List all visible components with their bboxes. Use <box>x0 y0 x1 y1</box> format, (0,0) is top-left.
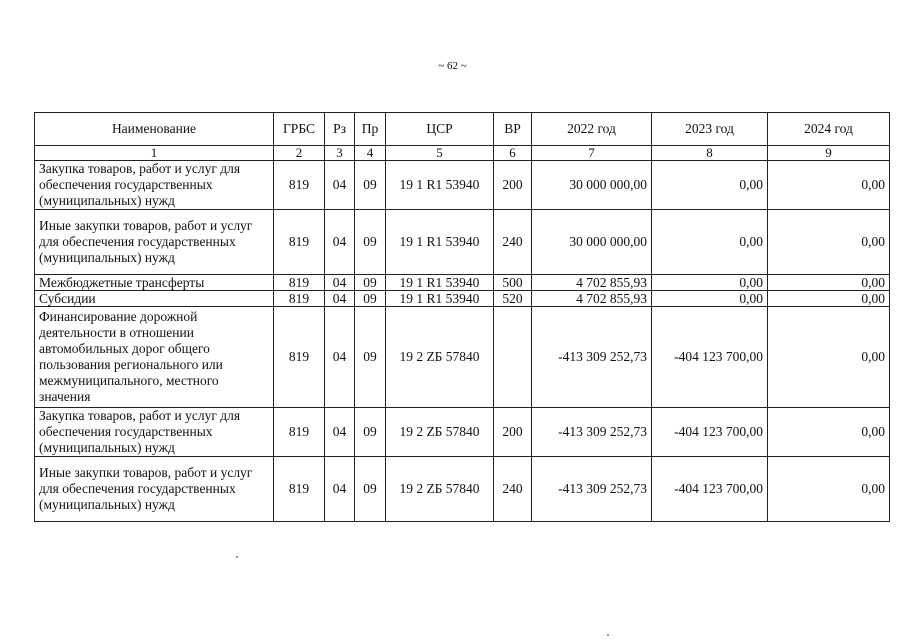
row-2024: 0,00 <box>768 457 890 522</box>
row-vr: 520 <box>494 291 532 307</box>
column-number: 3 <box>325 146 355 161</box>
row-2023: -404 123 700,00 <box>652 307 768 408</box>
column-header: 2024 год <box>768 113 890 146</box>
row-2022: 30 000 000,00 <box>532 210 652 275</box>
row-name: Закупка товаров, работ и услуг для обеспечения государственных (муниципальных) нужд <box>35 161 274 210</box>
column-number: 5 <box>386 146 494 161</box>
column-number: 9 <box>768 146 890 161</box>
row-rz: 04 <box>325 457 355 522</box>
column-number: 8 <box>652 146 768 161</box>
row-csr: 19 2 ZБ 57840 <box>386 307 494 408</box>
scan-speck <box>607 634 609 636</box>
row-pr: 09 <box>355 161 386 210</box>
page-number: ~ 62 ~ <box>438 60 467 72</box>
row-pr: 09 <box>355 457 386 522</box>
column-number: 6 <box>494 146 532 161</box>
row-rz: 04 <box>325 307 355 408</box>
column-header: 2022 год <box>532 113 652 146</box>
row-csr: 19 1 R1 53940 <box>386 161 494 210</box>
row-vr: 240 <box>494 457 532 522</box>
row-pr: 09 <box>355 291 386 307</box>
row-2024: 0,00 <box>768 210 890 275</box>
row-csr: 19 1 R1 53940 <box>386 275 494 291</box>
row-2023: 0,00 <box>652 161 768 210</box>
column-header: 2023 год <box>652 113 768 146</box>
table-row <box>35 307 890 408</box>
table-row <box>35 161 890 210</box>
row-2023: -404 123 700,00 <box>652 408 768 457</box>
row-grbs: 819 <box>274 307 325 408</box>
row-2024: 0,00 <box>768 408 890 457</box>
row-csr: 19 1 R1 53940 <box>386 210 494 275</box>
row-grbs: 819 <box>274 408 325 457</box>
table-row <box>35 210 890 275</box>
table-row <box>35 408 890 457</box>
row-2023: 0,00 <box>652 210 768 275</box>
column-header: Пр <box>355 113 386 146</box>
row-vr: 200 <box>494 161 532 210</box>
row-grbs: 819 <box>274 161 325 210</box>
row-name: Иные закупки товаров, работ и услуг для обеспечения государственных (муниципальных) нужд <box>35 457 274 522</box>
row-2022: -413 309 252,73 <box>532 307 652 408</box>
row-rz: 04 <box>325 210 355 275</box>
row-2022: 4 702 855,93 <box>532 275 652 291</box>
row-csr: 19 2 ZБ 57840 <box>386 408 494 457</box>
column-number: 2 <box>274 146 325 161</box>
row-name: Иные закупки товаров, работ и услуг для обеспечения государственных (муниципальных) нужд <box>35 210 274 275</box>
row-2022: -413 309 252,73 <box>532 457 652 522</box>
column-header: Рз <box>325 113 355 146</box>
scan-speck <box>236 556 238 558</box>
row-vr <box>494 307 532 408</box>
row-2022: 30 000 000,00 <box>532 161 652 210</box>
row-2022: -413 309 252,73 <box>532 408 652 457</box>
row-2024: 0,00 <box>768 291 890 307</box>
column-number: 4 <box>355 146 386 161</box>
row-name: Межбюджетные трансферты <box>35 275 274 291</box>
row-name: Закупка товаров, работ и услуг для обеспечения государственных (муниципальных) нужд <box>35 408 274 457</box>
table-row <box>35 275 890 291</box>
column-header: Наименование <box>35 113 274 146</box>
row-2024: 0,00 <box>768 275 890 291</box>
row-2023: 0,00 <box>652 275 768 291</box>
budget-table <box>34 112 890 522</box>
row-vr: 240 <box>494 210 532 275</box>
table-row <box>35 457 890 522</box>
row-pr: 09 <box>355 307 386 408</box>
column-header: ЦСР <box>386 113 494 146</box>
row-name: Финансирование дорожной деятельности в отношении автомобильных дорог общего пользования регионального или межмуниципального, местного значения <box>35 307 274 408</box>
row-csr: 19 2 ZБ 57840 <box>386 457 494 522</box>
row-2024: 0,00 <box>768 161 890 210</box>
row-rz: 04 <box>325 275 355 291</box>
row-2022: 4 702 855,93 <box>532 291 652 307</box>
row-2024: 0,00 <box>768 307 890 408</box>
row-2023: 0,00 <box>652 291 768 307</box>
row-grbs: 819 <box>274 457 325 522</box>
row-rz: 04 <box>325 408 355 457</box>
row-vr: 200 <box>494 408 532 457</box>
row-pr: 09 <box>355 210 386 275</box>
column-header: ВР <box>494 113 532 146</box>
row-rz: 04 <box>325 161 355 210</box>
column-number: 7 <box>532 146 652 161</box>
table-row <box>35 291 890 307</box>
column-header: ГРБС <box>274 113 325 146</box>
row-name: Субсидии <box>35 291 274 307</box>
row-pr: 09 <box>355 408 386 457</box>
row-csr: 19 1 R1 53940 <box>386 291 494 307</box>
column-number-row <box>35 146 890 161</box>
row-grbs: 819 <box>274 291 325 307</box>
column-number: 1 <box>35 146 274 161</box>
row-2023: -404 123 700,00 <box>652 457 768 522</box>
header-row <box>35 113 890 146</box>
row-grbs: 819 <box>274 210 325 275</box>
row-rz: 04 <box>325 291 355 307</box>
row-grbs: 819 <box>274 275 325 291</box>
row-vr: 500 <box>494 275 532 291</box>
row-pr: 09 <box>355 275 386 291</box>
